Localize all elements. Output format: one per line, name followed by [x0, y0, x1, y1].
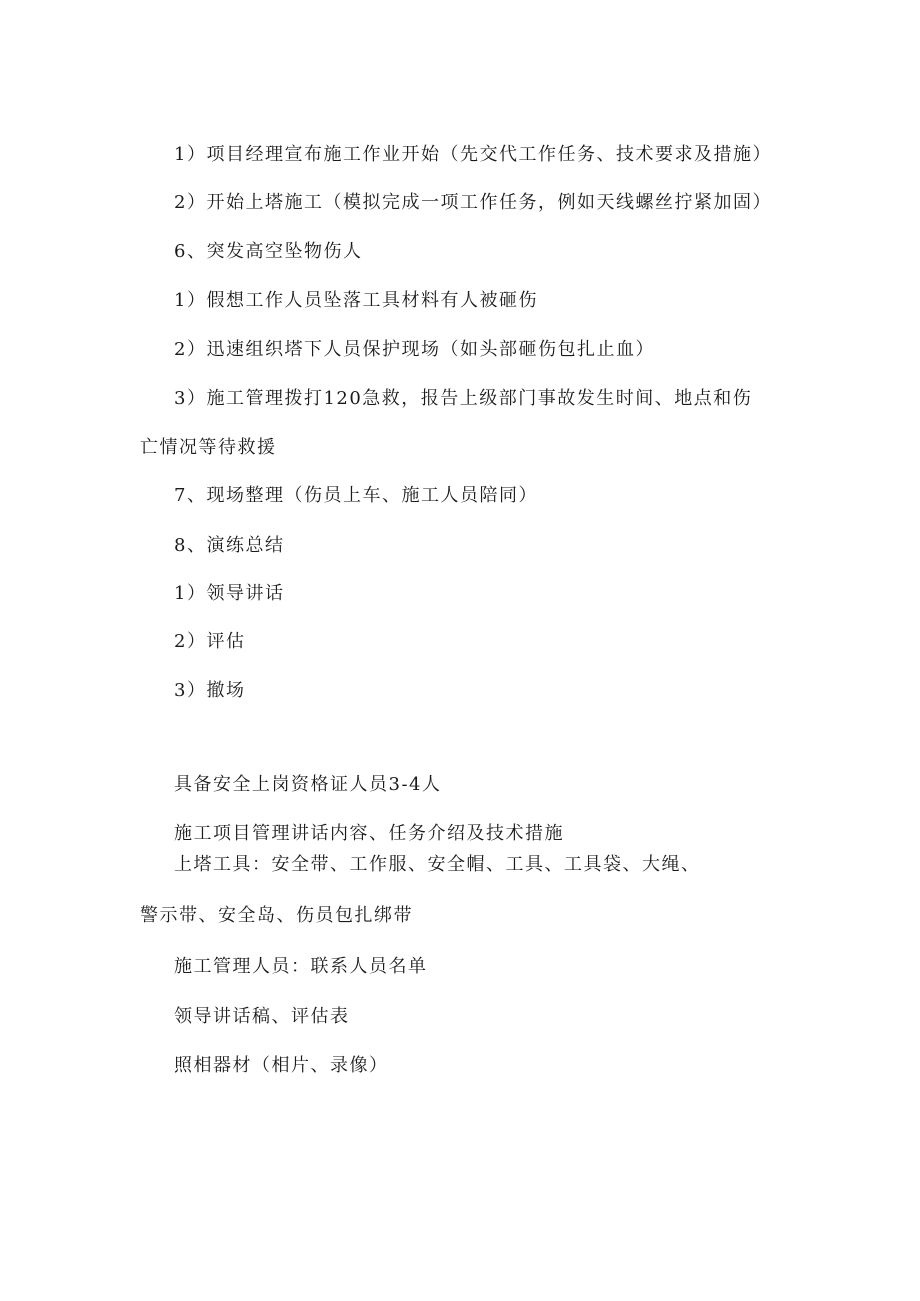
resource-speech-draft: 领导讲话稿、评估表: [174, 1006, 350, 1027]
resource-camera-equipment: 照相器材（相片、录像）: [174, 1055, 389, 1076]
step-assume-injury: 1）假想工作人员坠落工具材料有人被砸伤: [174, 290, 538, 311]
step-withdraw: 3）撤场: [174, 680, 246, 701]
heading-drill-summary: 8、演练总结: [174, 535, 285, 556]
resource-speech-content: 施工项目管理讲话内容、任务介绍及技术措施: [174, 823, 564, 844]
step-announce-start: 1）项目经理宣布施工作业开始（先交代工作任务、技术要求及措施）: [174, 144, 772, 165]
resource-tower-tools-continued: 警示带、安全岛、伤员包扎绑带: [140, 905, 413, 926]
step-leader-speech: 1）领导讲话: [174, 583, 285, 604]
step-evaluation: 2）评估: [174, 631, 246, 652]
step-call-emergency: 3）施工管理拨打120急救，报告上级部门事故发生时间、地点和伤: [174, 388, 753, 409]
step-protect-scene: 2）迅速组织塔下人员保护现场（如头部砸伤包扎止血）: [174, 339, 655, 360]
resource-tower-tools: 上塔工具：安全带、工作服、安全帽、工具、工具袋、大绳、: [174, 854, 701, 875]
resource-certified-staff: 具备安全上岗资格证人员3-4人: [174, 774, 442, 795]
step-climb-tower: 2）开始上塔施工（模拟完成一项工作任务，例如天线螺丝拧紧加固）: [174, 192, 772, 213]
resource-contact-list: 施工管理人员：联系人员名单: [174, 956, 428, 977]
heading-falling-object: 6、突发高空坠物伤人: [174, 241, 363, 262]
heading-site-cleanup: 7、现场整理（伤员上车、施工人员陪同）: [174, 485, 538, 506]
step-call-emergency-continued: 亡情况等待救援: [140, 437, 277, 458]
